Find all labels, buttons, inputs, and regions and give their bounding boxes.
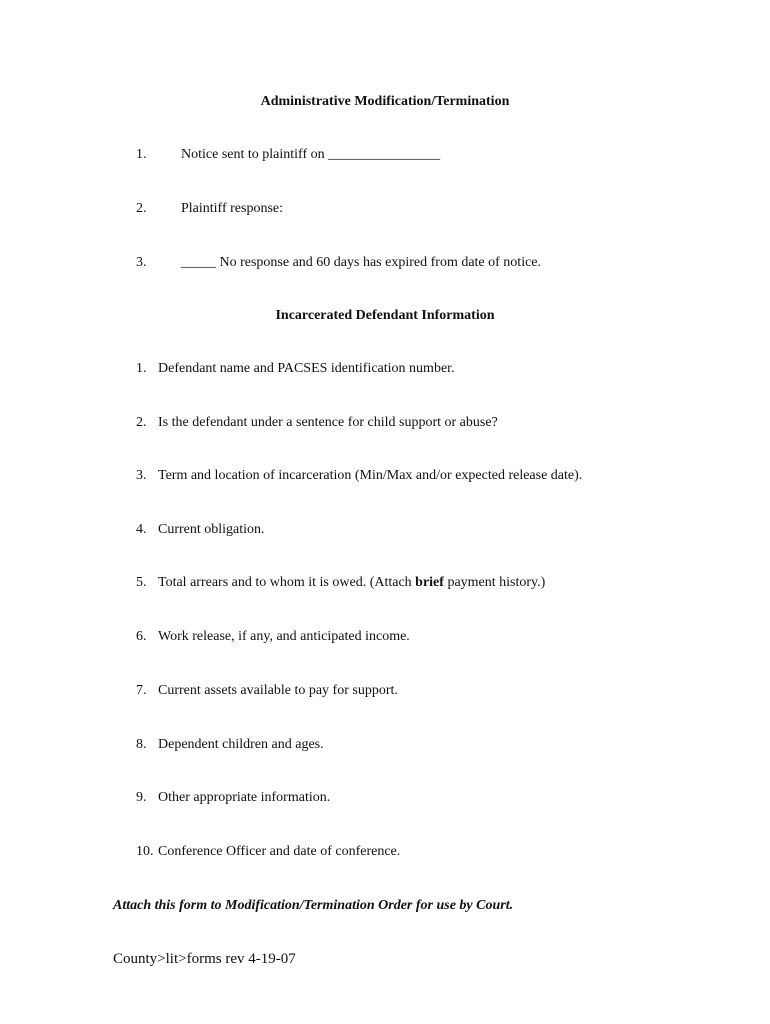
incarcerated-item-term-location: Term and location of incarceration (Min/Max and/or expected release date). (158, 468, 583, 483)
incarcerated-item-work-release: Work release, if any, and anticipated income. (158, 629, 410, 644)
incarcerated-item-number: 9. (136, 790, 147, 805)
incarcerated-item-number: 4. (136, 522, 147, 537)
admin-section-title: Administrative Modification/Termination (260, 94, 510, 109)
arrears-text-after: payment history.) (443, 575, 546, 590)
form-revision-footer: County>lit>forms rev 4-19-07 (113, 951, 296, 967)
incarcerated-item-current-assets: Current assets available to pay for support. (158, 683, 398, 698)
incarcerated-item-number: 8. (136, 737, 147, 752)
incarcerated-item-sentence: Is the defendant under a sentence for child support or abuse? (158, 415, 498, 430)
incarcerated-item-number: 3. (136, 468, 147, 483)
incarcerated-item-number: 7. (136, 683, 147, 698)
incarcerated-item-number: 2. (136, 415, 147, 430)
incarcerated-section-title: Incarcerated Defendant Information (275, 308, 495, 323)
incarcerated-item-other-info: Other appropriate information. (158, 790, 331, 805)
admin-item-number: 1. (136, 147, 147, 162)
incarcerated-item-dependent-children: Dependent children and ages. (158, 737, 324, 752)
admin-item-notice-sent: Notice sent to plaintiff on ________________ (181, 147, 441, 162)
admin-item-number: 3. (136, 255, 147, 270)
incarcerated-item-defendant-name: Defendant name and PACSES identification number. (158, 361, 455, 376)
incarcerated-item-conference-officer: Conference Officer and date of conference. (158, 844, 401, 859)
incarcerated-item-number: 5. (136, 575, 147, 590)
admin-item-number: 2. (136, 201, 147, 216)
incarcerated-item-number: 10. (136, 844, 154, 859)
incarcerated-item-total-arrears (158, 575, 545, 591)
incarcerated-item-number: 6. (136, 629, 147, 644)
incarcerated-item-number: 1. (136, 361, 147, 376)
arrears-text-before: Total arrears and to whom it is owed. (Attach (158, 575, 416, 590)
arrears-text-bold: brief (415, 575, 444, 590)
admin-item-no-response: _____ No response and 60 days has expired from date of notice. (181, 255, 542, 270)
admin-item-plaintiff-response: Plaintiff response: (181, 201, 284, 216)
attach-instruction: Attach this form to Modification/Termination Order for use by Court. (113, 898, 514, 913)
incarcerated-item-current-obligation: Current obligation. (158, 522, 265, 537)
